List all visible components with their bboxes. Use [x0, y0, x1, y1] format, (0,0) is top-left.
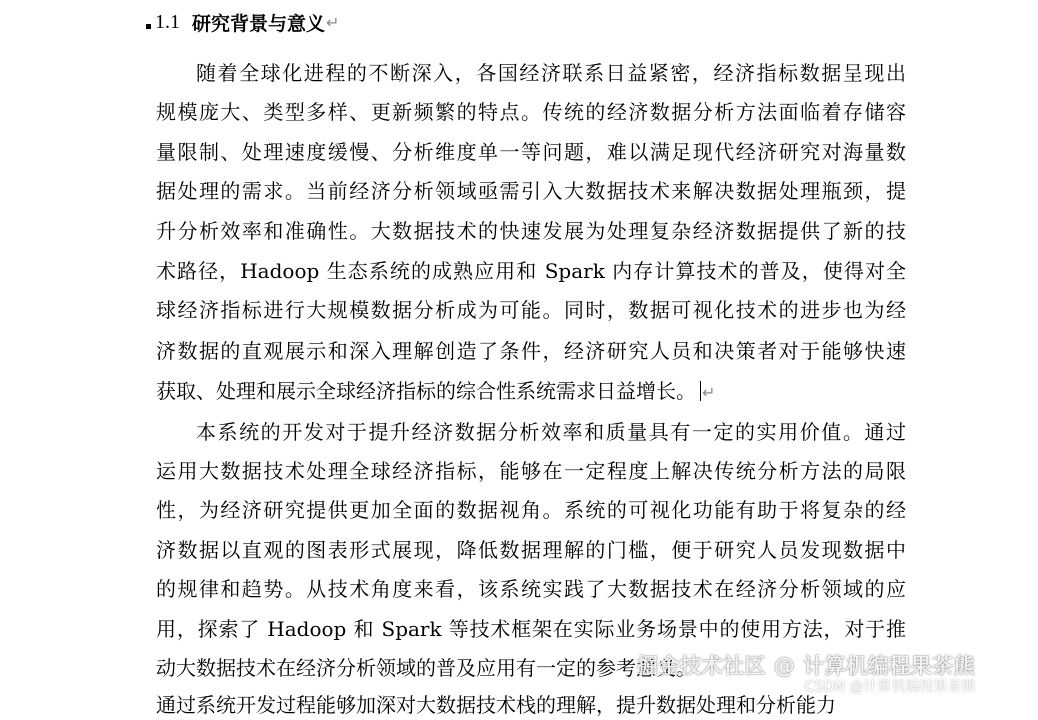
paragraph-2-line: 济数据以直观的图表形式展现，降低数据理解的门槛，便于研究人员发现数据中 [156, 538, 906, 562]
paragraph-mark-icon: ↵ [702, 383, 716, 402]
paragraph-2-line: 性，为经济研究提供更加全面的数据视角。系统的可视化功能有助于将复杂的经 [156, 498, 906, 522]
section-number: 1.1 [155, 10, 180, 33]
paragraph-1-line: 规模庞大、类型多样、更新频繁的特点。传统的经济数据分析方法面临着存储容 [156, 100, 906, 124]
paragraph-1-line: 获取、处理和展示全球经济指标的综合性系统需求日益增长。 [156, 379, 696, 403]
paragraph-2-line: 动大数据技术在经济分析领域的普及应用有一定的参考意义。 [156, 656, 696, 680]
paragraph-1-line: 济数据的直观展示和深入理解创造了条件，经济研究人员和决策者对于能够快速 [156, 339, 906, 363]
paragraph-2-line: 本系统的开发对于提升经济数据分析效率和质量具有一定的实用价值。通过 [196, 420, 906, 444]
paragraph-1-line: 术路径，Hadoop 生态系统的成熟应用和 Spark 内存计算技术的普及，使得对全 [156, 259, 906, 283]
section-title: 研究背景与意义 [192, 13, 326, 35]
juejin-watermark: 掘金技术社区 @ 计算机编程果茶熊 [637, 654, 976, 678]
paragraph-2-line: 用，探索了 Hadoop 和 Spark 等技术框架在实际业务场景中的使用方法，对于推 [156, 617, 906, 641]
paragraph-1-line: 随着全球化进程的不断深入，各国经济联系日益紧密，经济指标数据呈现出 [196, 61, 906, 85]
paragraph-1-last-line [156, 376, 906, 406]
text-cursor [700, 381, 701, 401]
paragraph-2-line: 的规律和趋势。从技术角度来看，该系统实践了大数据技术在经济分析领域的应 [156, 577, 906, 601]
paragraph-1-line: 球经济指标进行大规模数据分析成为可能。同时，数据可视化技术的进步也为经 [156, 298, 906, 322]
section-heading [146, 8, 339, 36]
heading-bullet-marker [146, 24, 151, 29]
paragraph-mark-icon: ↵ [326, 12, 340, 32]
paragraph-1-line: 量限制、处理速度缓慢、分析维度单一等问题，难以满足现代经济研究对海量数 [156, 140, 906, 164]
csdn-watermark: CSDN @计算机编程果茶熊 [805, 679, 976, 695]
paragraph-3-partial-line: 通过系统开发过程能够加深对大数据技术栈的理解，提升数据处理和分析能力 [156, 693, 836, 717]
paragraph-1-line: 据处理的需求。当前经济分析领域亟需引入大数据技术来解决数据处理瓶颈，提 [156, 179, 906, 203]
paragraph-2-line: 运用大数据技术处理全球经济指标，能够在一定程度上解决传统分析方法的局限 [156, 459, 906, 483]
paragraph-1-line: 升分析效率和准确性。大数据技术的快速发展为处理复杂经济数据提供了新的技 [156, 219, 906, 243]
